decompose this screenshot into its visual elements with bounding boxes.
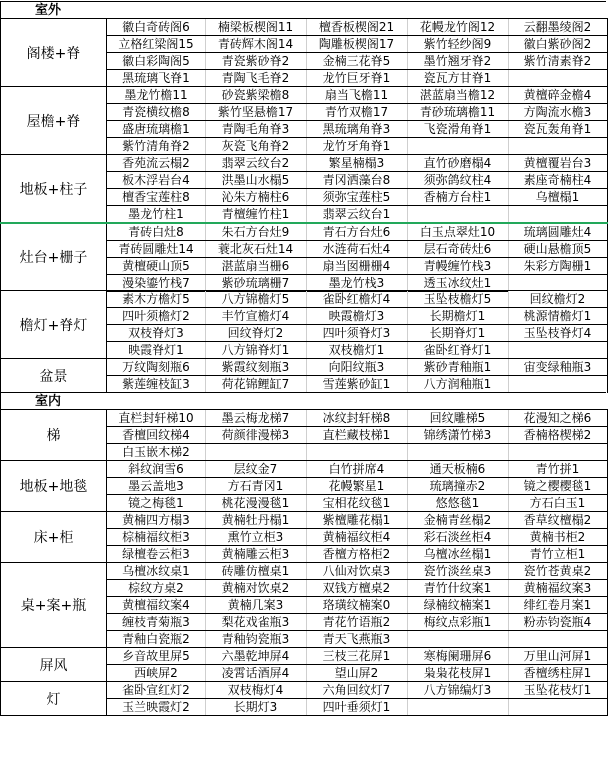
item-cell: 八仙对饮桌3 — [306, 563, 407, 580]
item-cell: 方陶流水檐3 — [508, 104, 607, 121]
item-cell: 紫砂青釉瓶1 — [407, 359, 508, 376]
item-row — [107, 461, 607, 478]
item-cell: 素木方檐灯5 — [107, 291, 205, 308]
item-row — [107, 308, 607, 325]
item-cell: 玉兰映霞灯2 — [107, 699, 205, 716]
item-cell: 丰竹宣檐灯4 — [205, 308, 306, 325]
item-cell: 青陶毛角脊3 — [205, 121, 306, 138]
item-row — [107, 342, 607, 359]
item-cell: 雪莲紫砂缸1 — [306, 376, 407, 393]
item-cell: 砂瓷紫梁檐8 — [205, 87, 306, 104]
item-cell: 荷颜徘漫梯3 — [205, 427, 306, 444]
item-grid — [107, 155, 607, 223]
item-cell: 紫竹轻纱阁9 — [407, 36, 508, 53]
item-cell: 素座奇楠柱4 — [508, 172, 607, 189]
item-cell — [508, 631, 607, 648]
item-cell: 青砖白灶8 — [107, 224, 205, 241]
item-row — [107, 325, 607, 342]
item-row — [107, 648, 607, 665]
item-cell: 回纹脊灯2 — [205, 325, 306, 342]
item-cell: 灰瓷飞角脊2 — [205, 138, 306, 155]
item-cell: 万纹陶刻瓶6 — [107, 359, 205, 376]
item-cell: 方石青冈1 — [205, 478, 306, 495]
item-grid — [107, 512, 607, 563]
category-label: 灶台+栅子 — [0, 224, 107, 290]
item-cell: 玉坠花枝灯1 — [508, 682, 607, 699]
item-cell: 湛蓝扇当栅6 — [205, 258, 306, 275]
item-cell: 瓷瓦方甘脊1 — [407, 70, 508, 87]
item-cell: 紫竹清角脊2 — [107, 138, 205, 155]
item-cell: 乡音故里屏5 — [107, 648, 205, 665]
item-cell: 桃源情檐灯1 — [508, 308, 607, 325]
item-cell: 青竹立柜1 — [508, 546, 607, 563]
item-grid — [107, 224, 607, 292]
item-row — [107, 478, 607, 495]
item-row — [107, 563, 607, 580]
item-cell: 墨龙竹栈3 — [306, 275, 407, 292]
item-grid — [107, 648, 607, 682]
item-cell: 六角回纹灯7 — [306, 682, 407, 699]
category-group — [0, 511, 608, 562]
item-cell: 墨云梅龙梯7 — [205, 410, 306, 427]
item-cell: 青砖辉木阁14 — [205, 36, 306, 53]
item-cell: 檀香板楔阁21 — [306, 19, 407, 36]
category-label: 阁楼+脊 — [0, 19, 107, 86]
item-row — [107, 495, 607, 512]
item-cell: 冰纹封轩梯8 — [306, 410, 407, 427]
item-row — [107, 241, 607, 258]
bottom-border — [0, 715, 607, 716]
item-cell: 琉璃撞赤2 — [407, 478, 508, 495]
item-cell: 青竹双檐17 — [306, 104, 407, 121]
item-cell — [508, 206, 607, 223]
item-cell — [407, 206, 508, 223]
item-cell: 凌霄话酒屏4 — [205, 665, 306, 682]
item-cell: 直栏封轩梯10 — [107, 410, 205, 427]
item-grid — [107, 291, 607, 359]
category-label: 屋檐+脊 — [0, 87, 107, 154]
item-cell: 绯红卷月案1 — [508, 597, 607, 614]
item-cell: 紫檀雕花榻1 — [306, 512, 407, 529]
item-cell: 透玉冰纹灶1 — [407, 275, 508, 292]
item-cell: 雀卧红脊灯1 — [407, 342, 508, 359]
item-cell: 长期脊灯1 — [407, 325, 508, 342]
item-cell: 青天飞燕瓶3 — [306, 631, 407, 648]
item-cell: 花幔繁星1 — [306, 478, 407, 495]
item-cell: 八方锦檐灯5 — [205, 291, 306, 308]
item-cell: 缠枝青菊瓶3 — [107, 614, 205, 631]
item-cell: 黑琉璃角脊3 — [306, 121, 407, 138]
item-cell: 瓷竹苍黄桌2 — [508, 563, 607, 580]
item-cell: 繁星楠榻3 — [306, 155, 407, 172]
item-cell: 双枝脊灯3 — [107, 325, 205, 342]
category-group — [0, 358, 608, 392]
item-cell: 紫霞纹刻瓶3 — [205, 359, 306, 376]
item-cell: 长期灯3 — [205, 699, 306, 716]
item-cell: 水涟荷石灶4 — [306, 241, 407, 258]
item-cell: 翡翠云纹台1 — [306, 206, 407, 223]
item-cell: 扇当囡栅栅4 — [306, 258, 407, 275]
item-cell: 青石方台灶6 — [306, 224, 407, 241]
item-cell: 望山屏2 — [306, 665, 407, 682]
item-cell: 万里山河屏1 — [508, 648, 607, 665]
item-cell: 香楠方台柱1 — [407, 189, 508, 206]
category-label: 地板+地毯 — [0, 461, 107, 511]
item-cell: 黄檀覆岩台3 — [508, 155, 607, 172]
category-group — [0, 18, 608, 86]
item-cell: 板木浮岩台4 — [107, 172, 205, 189]
item-cell: 黄楠几案3 — [205, 597, 306, 614]
item-cell: 龙竹巨牙脊1 — [306, 70, 407, 87]
item-row — [107, 224, 607, 241]
item-cell: 青幔缠竹栈3 — [407, 258, 508, 275]
item-cell: 硬山悬檐顶5 — [508, 241, 607, 258]
category-label: 檐灯+脊灯 — [0, 291, 107, 358]
category-label: 桌+案+瓶 — [0, 563, 107, 647]
item-cell: 直栏藏枝梯1 — [306, 427, 407, 444]
item-cell: 青瓷紫砂脊2 — [205, 53, 306, 70]
item-cell: 墨龙竹柱1 — [107, 206, 205, 223]
item-cell — [306, 444, 407, 461]
category-group — [0, 647, 608, 681]
item-cell — [407, 444, 508, 461]
item-cell: 青釉钧瓷瓶3 — [205, 631, 306, 648]
category-label: 屏风 — [0, 648, 107, 681]
item-cell: 琉璃圆雕灶4 — [508, 224, 607, 241]
item-cell: 香檀回纹梯4 — [107, 427, 205, 444]
item-cell: 斜纹润雪6 — [107, 461, 205, 478]
item-cell: 雀卧宣红灯2 — [107, 682, 205, 699]
item-cell: 白玉嵌木梯2 — [107, 444, 205, 461]
item-row — [107, 597, 607, 614]
item-cell: 映霞脊灯1 — [107, 342, 205, 359]
item-row — [107, 699, 607, 716]
item-cell: 乌檀榻1 — [508, 189, 607, 206]
item-cell: 朱石方台灶9 — [205, 224, 306, 241]
item-cell: 青竹拼1 — [508, 461, 607, 478]
item-cell: 绿檀卷云柜3 — [107, 546, 205, 563]
item-row — [107, 410, 607, 427]
item-cell: 紫砂琉璃栅7 — [205, 275, 306, 292]
item-cell: 白竹拼席4 — [306, 461, 407, 478]
item-cell: 青花竹语瓶2 — [306, 614, 407, 631]
item-row — [107, 70, 607, 87]
item-cell: 湛蓝扇当檐12 — [407, 87, 508, 104]
item-cell: 宙变绿釉瓶3 — [508, 359, 607, 376]
item-row — [107, 87, 607, 104]
item-row — [107, 631, 607, 648]
item-cell — [205, 444, 306, 461]
item-cell: 黄楠福纹柜4 — [306, 529, 407, 546]
category-label: 地板+柱子 — [0, 155, 107, 222]
item-row — [107, 546, 607, 563]
item-cell — [508, 342, 607, 359]
category-label: 床+柜 — [0, 512, 107, 562]
item-cell: 三枝三花屏1 — [306, 648, 407, 665]
item-cell: 彩石淡丝柜4 — [407, 529, 508, 546]
item-grid — [107, 359, 607, 393]
item-cell: 层石奇砖灶6 — [407, 241, 508, 258]
item-row — [107, 665, 607, 682]
item-cell — [508, 70, 607, 87]
item-cell: 花漫知之梯6 — [508, 410, 607, 427]
item-cell — [508, 376, 607, 393]
item-cell — [407, 631, 508, 648]
item-grid — [107, 87, 607, 155]
item-cell: 青檀缠竹柱1 — [205, 206, 306, 223]
item-cell — [407, 699, 508, 716]
section-header: 室外 — [0, 1, 606, 18]
item-row — [107, 53, 607, 70]
item-cell: 双钱方檀桌2 — [306, 580, 407, 597]
item-cell: 砖雕仿檀桌1 — [205, 563, 306, 580]
category-group — [0, 86, 608, 154]
item-cell: 西峡屏2 — [107, 665, 205, 682]
item-cell: 双枝檐灯1 — [306, 342, 407, 359]
item-row — [107, 206, 607, 223]
item-cell: 青釉白瓷瓶2 — [107, 631, 205, 648]
item-cell: 青冈洒藻台8 — [306, 172, 407, 189]
item-cell: 四叶垂须灯1 — [306, 699, 407, 716]
item-cell: 黄檀碎金檐4 — [508, 87, 607, 104]
item-cell: 黄楠牡丹榻1 — [205, 512, 306, 529]
item-cell: 黄楠福纹案3 — [508, 580, 607, 597]
item-cell: 金楠青丝榻2 — [407, 512, 508, 529]
item-cell: 黄楠雕云柜3 — [205, 546, 306, 563]
item-row — [107, 121, 607, 138]
item-cell: 黄檀硬山顶5 — [107, 258, 205, 275]
item-cell: 洪墨山水榻5 — [205, 172, 306, 189]
item-row — [107, 189, 607, 206]
category-group — [0, 562, 608, 647]
item-row — [107, 682, 607, 699]
item-cell: 双枝梅灯4 — [205, 682, 306, 699]
item-cell — [407, 138, 508, 155]
item-cell: 青陶飞毛脊2 — [205, 70, 306, 87]
item-cell: 八方润釉瓶1 — [407, 376, 508, 393]
item-cell: 层纹金7 — [205, 461, 306, 478]
item-cell: 八方锦编灯3 — [407, 682, 508, 699]
item-row — [107, 614, 607, 631]
category-label: 灯 — [0, 682, 107, 715]
item-cell: 香檀方格柜2 — [306, 546, 407, 563]
item-cell: 四叶须檐灯2 — [107, 308, 205, 325]
item-cell: 梨花戏雀瓶3 — [205, 614, 306, 631]
item-cell: 黄楠书柜2 — [508, 529, 607, 546]
item-cell: 朱彩方陶栅1 — [508, 258, 607, 275]
item-row — [107, 36, 607, 53]
item-cell: 玉坠枝脊灯4 — [508, 325, 607, 342]
item-row — [107, 138, 607, 155]
section-header: 室内 — [0, 392, 606, 409]
item-cell: 粉赤钧瓷瓶4 — [508, 614, 607, 631]
item-row — [107, 529, 607, 546]
category-group — [0, 154, 608, 222]
item-cell: 楠梁板楔阁11 — [205, 19, 306, 36]
item-cell: 香草纹檀榻2 — [508, 512, 607, 529]
category-group — [0, 222, 608, 290]
item-cell: 陶雕板楔阁17 — [306, 36, 407, 53]
item-cell: 雀卧红檐灯4 — [306, 291, 407, 308]
item-cell: 花幔龙竹阁12 — [407, 19, 508, 36]
item-cell: 方石白玉1 — [508, 495, 607, 512]
item-cell: 悠悠毯1 — [407, 495, 508, 512]
category-label: 盆景 — [0, 359, 107, 392]
item-cell: 六墨乾坤屏4 — [205, 648, 306, 665]
item-cell: 立格红梁阁15 — [107, 36, 205, 53]
item-row — [107, 376, 607, 393]
item-row — [107, 258, 607, 275]
item-cell: 四叶须脊灯3 — [306, 325, 407, 342]
item-cell: 棕纹方桌2 — [107, 580, 205, 597]
item-cell — [508, 138, 607, 155]
item-grid — [107, 461, 607, 512]
item-cell: 通天板楠6 — [407, 461, 508, 478]
item-cell: 镜之樱樱毯1 — [508, 478, 607, 495]
item-cell: 墨竹翘牙脊2 — [407, 53, 508, 70]
item-cell: 向阳纹瓶3 — [306, 359, 407, 376]
item-cell: 墨龙竹檐11 — [107, 87, 205, 104]
item-cell: 盛唐琉璃檐1 — [107, 121, 205, 138]
item-grid — [107, 682, 607, 716]
item-row — [107, 580, 607, 597]
item-cell: 香楠格楔梯2 — [508, 427, 607, 444]
item-row — [107, 444, 607, 461]
item-cell: 青竹什纹案1 — [407, 580, 508, 597]
item-cell: 绿楠纹楠案1 — [407, 597, 508, 614]
item-cell: 沁朱方楠柱6 — [205, 189, 306, 206]
item-cell — [508, 444, 607, 461]
item-cell: 长期檐灯1 — [407, 308, 508, 325]
item-cell: 青瓷横纹檐8 — [107, 104, 205, 121]
item-cell: 紫竹坚悬檐17 — [205, 104, 306, 121]
item-cell: 翡翠云纹台2 — [205, 155, 306, 172]
item-cell: 黄楠对饮桌2 — [205, 580, 306, 597]
item-row — [107, 291, 607, 308]
item-cell: 香苑流云榻2 — [107, 155, 205, 172]
item-cell: 白玉点翠灶10 — [407, 224, 508, 241]
item-cell: 墨云盖地3 — [107, 478, 205, 495]
item-cell: 回纹雕梯5 — [407, 410, 508, 427]
item-cell: 直竹砂磨榻4 — [407, 155, 508, 172]
item-cell: 黑琉璃飞脊1 — [107, 70, 205, 87]
category-label: 梯 — [0, 410, 107, 460]
item-cell: 枭枭花枝屏1 — [407, 665, 508, 682]
category-group — [0, 681, 608, 715]
item-grid — [107, 19, 607, 87]
item-cell: 瓷竹淡丝桌3 — [407, 563, 508, 580]
item-cell — [508, 699, 607, 716]
item-cell: 回纹檐灯2 — [508, 291, 607, 308]
item-cell: 徽白彩陶阁5 — [107, 53, 205, 70]
item-cell: 青砂琉璃檐11 — [407, 104, 508, 121]
item-cell: 乌檀冰纹桌1 — [107, 563, 205, 580]
item-cell: 漫染鎏竹栈7 — [107, 275, 205, 292]
item-cell: 须弥鸽纹柱4 — [407, 172, 508, 189]
item-cell: 八方锦脊灯1 — [205, 342, 306, 359]
item-cell: 荷花锦鲤缸7 — [205, 376, 306, 393]
item-row — [107, 155, 607, 172]
category-group — [0, 409, 608, 460]
item-cell: 金楠三花脊5 — [306, 53, 407, 70]
item-cell: 锦绣潇竹梯3 — [407, 427, 508, 444]
item-row — [107, 512, 607, 529]
item-row — [107, 104, 607, 121]
item-row — [107, 427, 607, 444]
category-group — [0, 460, 608, 511]
item-cell: 徽白奇砖阁6 — [107, 19, 205, 36]
item-grid — [107, 563, 607, 648]
item-cell: 龙竹牙角脊1 — [306, 138, 407, 155]
item-cell: 扇当飞檐11 — [306, 87, 407, 104]
item-cell: 宝相花纹毯1 — [306, 495, 407, 512]
item-cell: 徽白紫砂阁2 — [508, 36, 607, 53]
item-grid — [107, 410, 607, 461]
item-cell: 香檀绣柱屏1 — [508, 665, 607, 682]
item-cell: 镜之梅毯1 — [107, 495, 205, 512]
item-cell: 乌檀冰丝榻1 — [407, 546, 508, 563]
item-cell: 黄楠四方榻3 — [107, 512, 205, 529]
item-cell: 梅纹点彩瓶1 — [407, 614, 508, 631]
item-cell: 檀香宝莲柱8 — [107, 189, 205, 206]
item-cell: 紫莲缠枝缸3 — [107, 376, 205, 393]
item-cell: 蓑北灰石灶14 — [205, 241, 306, 258]
item-row — [107, 359, 607, 376]
item-cell: 桃花漫漫毯1 — [205, 495, 306, 512]
item-cell: 飞瓷滑角脊1 — [407, 121, 508, 138]
item-row — [107, 172, 607, 189]
item-cell: 棕楠福纹柜3 — [107, 529, 205, 546]
item-cell: 青砖圆雕灶14 — [107, 241, 205, 258]
item-cell: 黄檀福纹案4 — [107, 597, 205, 614]
item-cell: 映霞檐灯3 — [306, 308, 407, 325]
item-cell: 云翻墨绫阁2 — [508, 19, 607, 36]
item-cell: 瓷瓦轰角脊1 — [508, 121, 607, 138]
category-group — [0, 290, 608, 358]
item-cell: 寒梅阑珊屏6 — [407, 648, 508, 665]
item-cell: 须弥宝莲柱5 — [306, 189, 407, 206]
item-cell: 紫竹清素脊2 — [508, 53, 607, 70]
item-cell: 珞璜纹楠案0 — [306, 597, 407, 614]
item-cell: 熏竹立柜3 — [205, 529, 306, 546]
item-cell: 玉坠枝檐灯5 — [407, 291, 508, 308]
item-row — [107, 19, 607, 36]
